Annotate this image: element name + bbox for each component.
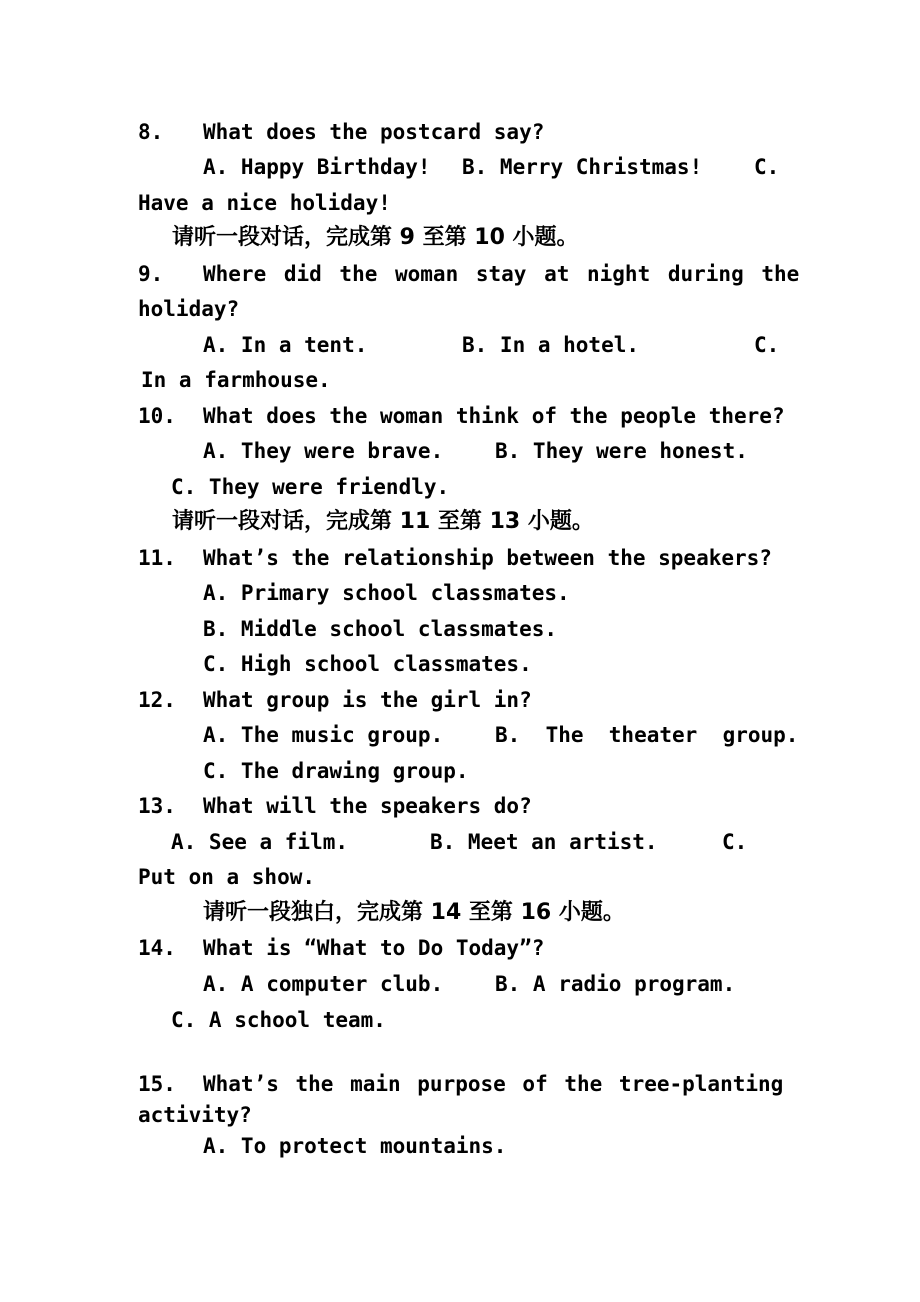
q11-option-b: B. Middle school classmates. xyxy=(203,617,558,641)
q8-option-b: B. Merry Christmas! xyxy=(462,155,703,179)
q13-stem: What will the speakers do? xyxy=(203,794,532,818)
q12-number: 12. xyxy=(138,688,176,712)
q13-option-c-text: Put on a show. xyxy=(138,865,316,889)
q13-option-c-letter: C. xyxy=(722,830,748,854)
q11-option-c: C. High school classmates. xyxy=(203,652,532,676)
q11-number: 11. xyxy=(138,546,176,570)
section-heading-9-10: 请听一段对话，完成第 9 至第 10 小题。 xyxy=(172,225,579,250)
section-heading-14-16: 请听一段独白，完成第 14 至第 16 小题。 xyxy=(203,900,625,925)
q9-option-c-text: In a farmhouse. xyxy=(141,368,331,392)
q8-option-a: A. Happy Birthday! xyxy=(203,155,431,179)
q15-stem-continued: activity? xyxy=(138,1103,252,1127)
q10-option-b: B. They were honest. xyxy=(495,439,748,463)
q8-number: 8. xyxy=(138,120,164,144)
q14-stem: What is “What to Do Today”? xyxy=(203,936,545,960)
q8-stem: What does the postcard say? xyxy=(203,120,545,144)
q12-stem: What group is the girl in? xyxy=(203,688,532,712)
q12-option-b: B. The theater group. xyxy=(495,723,799,747)
q9-stem: Where did the woman stay at night during the xyxy=(203,262,800,286)
q12-option-a: A. The music group. xyxy=(203,723,444,747)
q9-option-c-letter: C. xyxy=(754,333,780,357)
q15-option-a: A. To protect mountains. xyxy=(203,1134,507,1158)
q14-option-b: B. A radio program. xyxy=(495,972,736,996)
q9-option-a: A. In a tent. xyxy=(203,333,368,357)
q11-stem: What’s the relationship between the speakers? xyxy=(203,546,772,570)
q14-option-a: A. A computer club. xyxy=(203,972,444,996)
q15-number: 15. xyxy=(138,1072,176,1096)
section-heading-11-13: 请听一段对话，完成第 11 至第 13 小题。 xyxy=(172,509,594,534)
q9-stem-continued: holiday? xyxy=(138,297,240,321)
q15-stem: What’s the main purpose of the tree-planting xyxy=(203,1072,784,1096)
q10-stem: What does the woman think of the people there? xyxy=(203,404,785,428)
q10-number: 10. xyxy=(138,404,176,428)
q10-option-a: A. They were brave. xyxy=(203,439,444,463)
q8-option-c-text: Have a nice holiday! xyxy=(138,191,391,215)
q13-number: 13. xyxy=(138,794,176,818)
q10-option-c: C. They were friendly. xyxy=(171,475,450,499)
q9-number: 9. xyxy=(138,262,164,286)
q13-option-a: A. See a film. xyxy=(171,830,349,854)
q13-option-b: B. Meet an artist. xyxy=(430,830,658,854)
q8-option-c-letter: C. xyxy=(754,155,780,179)
q11-option-a: A. Primary school classmates. xyxy=(203,581,570,605)
q14-number: 14. xyxy=(138,936,176,960)
q12-option-c: C. The drawing group. xyxy=(203,759,469,783)
q9-option-b: B. In a hotel. xyxy=(462,333,640,357)
q14-option-c: C. A school team. xyxy=(171,1008,386,1032)
